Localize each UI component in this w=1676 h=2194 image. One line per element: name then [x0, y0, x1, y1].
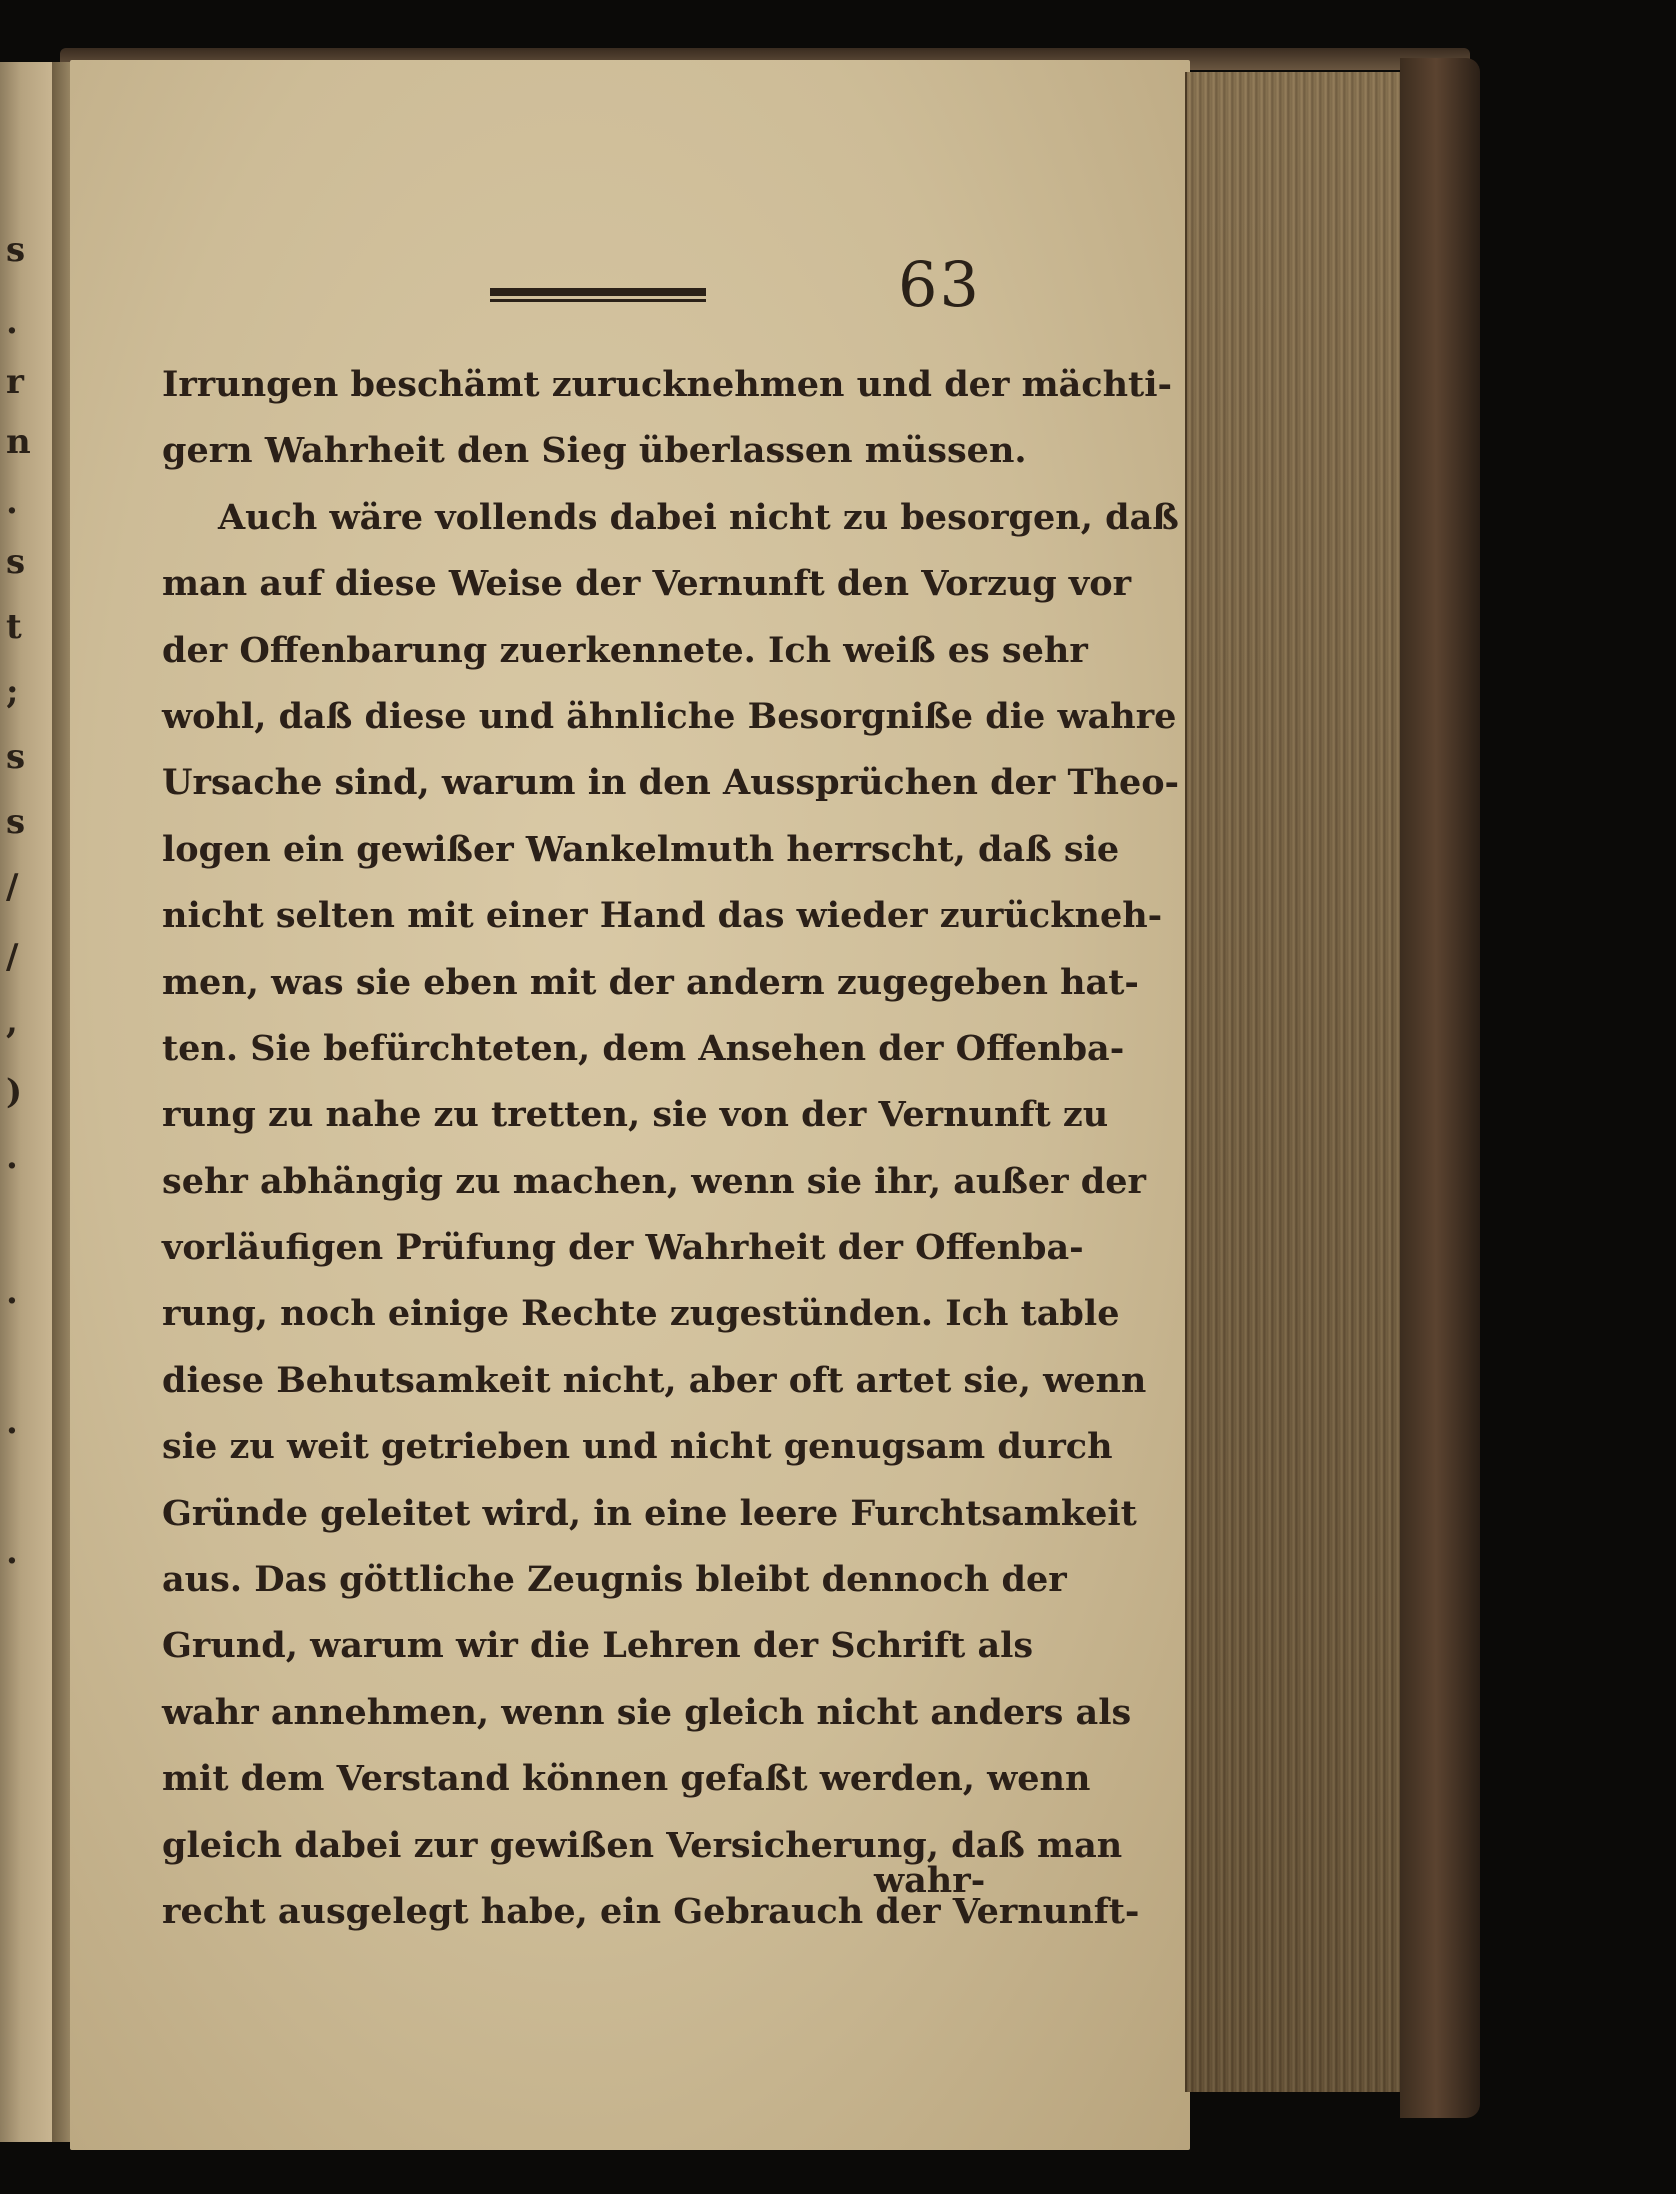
facing-page-fragment: s: [6, 802, 26, 842]
facing-page-fragment: s: [6, 230, 26, 270]
text-line: gleich dabei zur gewißen Versicherung, daß man: [162, 1824, 1123, 1866]
facing-page-fragment: .: [6, 1532, 18, 1572]
page-fore-edge: [1185, 72, 1417, 2092]
facing-page-fragment: s: [6, 542, 26, 582]
facing-page-fragment: ): [6, 1072, 23, 1112]
text-line: der Offenbarung zuerkennete. Ich weiß es sehr: [162, 629, 1088, 671]
text-line: rung, noch einige Rechte zugestünden. Ich table: [162, 1293, 1120, 1335]
facing-page-fragment: .: [6, 1402, 18, 1442]
facing-page-fragment: s: [6, 737, 26, 777]
text-line: Auch wäre vollends dabei nicht zu besorgen, daß: [218, 496, 1179, 538]
text-line: vorläufigen Prüfung der Wahrheit der Offenba-: [162, 1227, 1084, 1269]
text-line: man auf diese Weise der Vernunft den Vorzug vor: [162, 563, 1132, 605]
text-line: logen ein gewißer Wankelmuth herrscht, daß sie: [162, 828, 1120, 870]
text-line: Irrungen beschämt zurucknehmen und der mächti-: [162, 364, 1173, 405]
body-text: [162, 352, 1180, 1945]
text-line: Ursache sind, warum in den Aussprüchen der Theo-: [162, 762, 1180, 804]
text-line: sehr abhängig zu machen, wenn sie ihr, außer der: [162, 1160, 1146, 1202]
text-line: Gründe geleitet wird, in eine leere Furchtsamkeit: [162, 1492, 1137, 1534]
text-line: Grund, warum wir die Lehren der Schrift als: [162, 1625, 1034, 1667]
facing-page-edge: [0, 62, 55, 2142]
back-cover-board: [1400, 58, 1480, 2118]
facing-page-fragment: ,: [6, 1002, 18, 1042]
text-line: mit dem Verstand können gefaßt werden, wenn: [162, 1758, 1091, 1800]
text-line: aus. Das göttliche Zeugnis bleibt dennoch der: [162, 1559, 1067, 1601]
facing-page-fragment: .: [6, 1137, 18, 1177]
text-line: rung zu nahe zu tretten, sie von der Vernunft zu: [162, 1094, 1109, 1136]
facing-page-fragment: n: [6, 422, 31, 462]
page: [70, 60, 1190, 2150]
text-line: men, was sie eben mit der andern zugegeben hat-: [162, 961, 1139, 1003]
facing-page-fragment: .: [6, 1272, 18, 1312]
catchword: wahr-: [874, 1860, 986, 1901]
text-line: wahr annehmen, wenn sie gleich nicht anders als: [162, 1691, 1132, 1733]
text-line: sie zu weit getrieben und nicht genugsam durch: [162, 1426, 1113, 1468]
text-line: diese Behutsamkeit nicht, aber oft artet sie, wenn: [162, 1359, 1147, 1401]
header-rule: [490, 288, 706, 302]
text-line: wohl, daß diese und ähnliche Besorgniße die wahre: [162, 695, 1177, 737]
facing-page-fragment: .: [6, 302, 18, 342]
facing-page-fragment: /: [6, 867, 19, 907]
text-line: nicht selten mit einer Hand das wieder zurückneh-: [162, 895, 1163, 937]
facing-page-fragment: ;: [6, 672, 19, 712]
text-line: recht ausgelegt habe, ein Gebrauch der Vernunft-: [162, 1890, 1140, 1932]
facing-page-fragment: .: [6, 482, 18, 522]
facing-page-fragment: r: [6, 362, 24, 402]
facing-page-fragment: t: [6, 607, 22, 647]
facing-page-fragment: /: [6, 937, 19, 977]
text-line: ten. Sie befürchteten, dem Ansehen der Offenba-: [162, 1027, 1125, 1069]
page-number: 63: [898, 248, 981, 321]
text-line: gern Wahrheit den Sieg überlassen müssen.: [162, 430, 1027, 472]
